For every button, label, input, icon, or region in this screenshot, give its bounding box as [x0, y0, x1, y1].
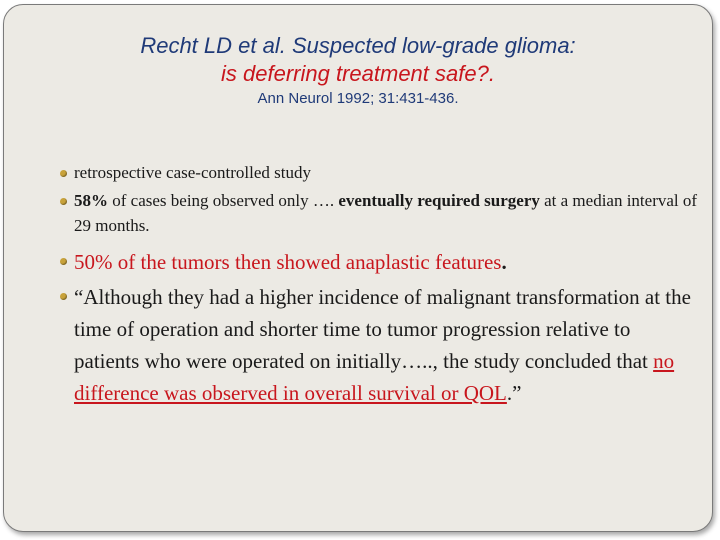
surgery-percent: 58% [74, 191, 108, 210]
surgery-emphasis: eventually required surgery [338, 191, 540, 210]
bullet-icon [60, 293, 67, 300]
bullet-study-type [60, 160, 700, 185]
bullet-icon [60, 198, 67, 205]
quote-conclusion: no difference was observed in overall survival or QOL [74, 349, 675, 405]
bullet-surgery-rate [60, 188, 700, 238]
bullet-text-continued: at a median interval of 29 months. [74, 191, 698, 235]
slide-title [0, 32, 716, 110]
title-citation: Ann Neurol 1992; 31:431-436. [257, 90, 459, 107]
bullet-text: of cases being observed only …. [108, 191, 339, 210]
bullet-icon [60, 258, 67, 265]
bullet-quote [60, 281, 700, 409]
bullet-text: retrospective case-controlled study [74, 163, 311, 182]
title-question: is deferring treatment safe?. [221, 61, 495, 86]
quote-text: “Although they had a higher incidence of malignant transformation at the time of operation and shorter time to tumor progression relative to patients who were operated on initially….., the study concluded that [74, 285, 691, 373]
anaplastic-period: . [501, 250, 507, 274]
bullet-anaplastic [60, 246, 700, 278]
quote-end: .” [506, 381, 522, 405]
bullet-list [60, 160, 700, 409]
title-authors: Recht LD et al. Suspected low-grade glioma: [140, 33, 576, 58]
anaplastic-text: 50% of the tumors then showed anaplastic features [74, 250, 502, 274]
bullet-icon [60, 170, 67, 177]
